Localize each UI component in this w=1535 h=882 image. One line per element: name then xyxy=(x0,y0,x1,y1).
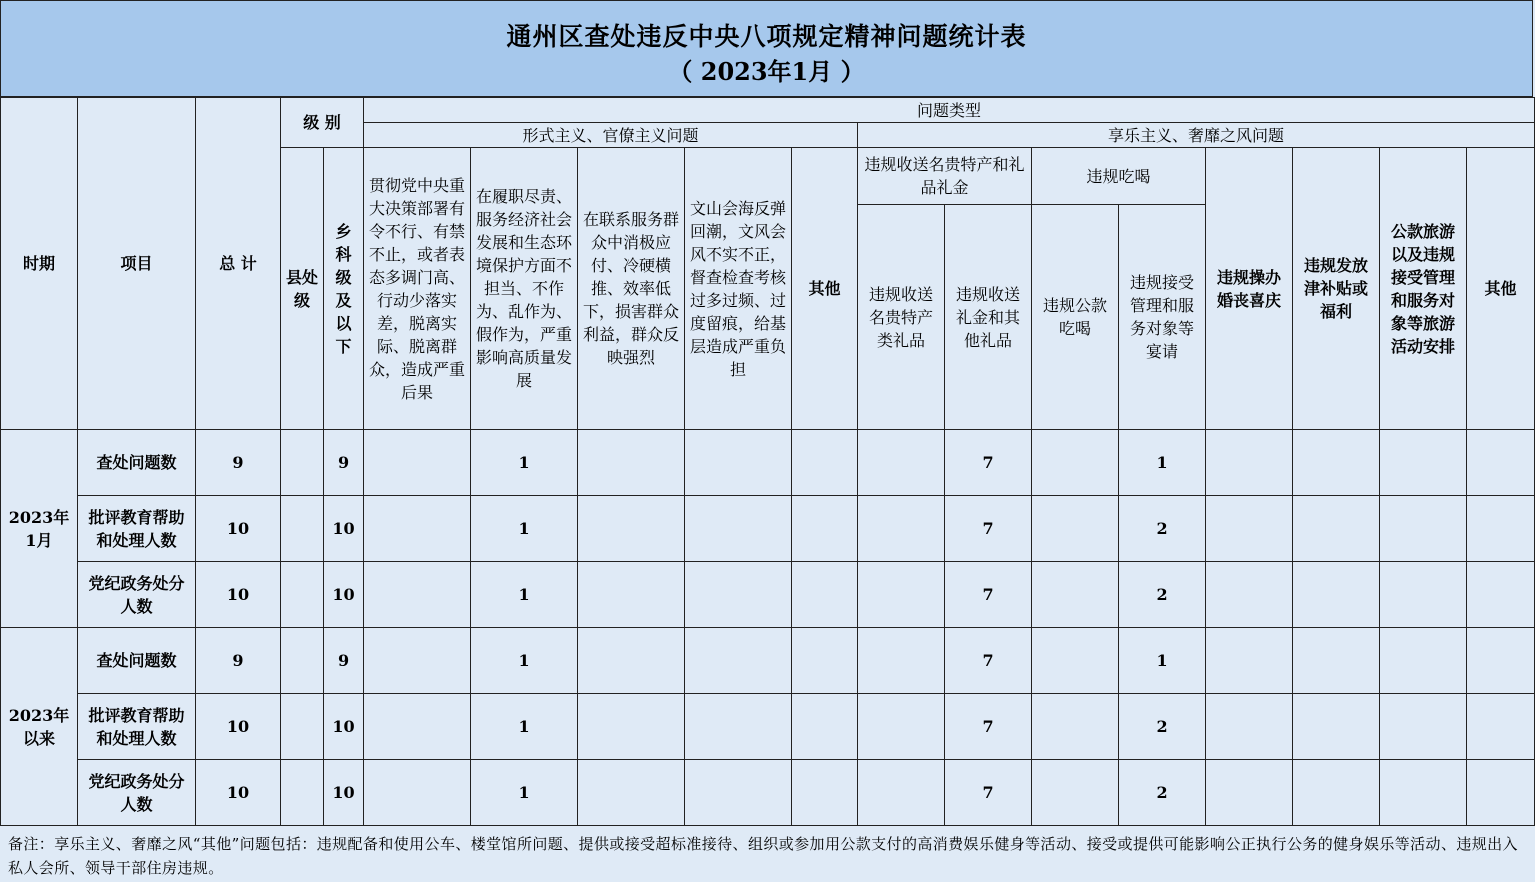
cell-h2: 7 xyxy=(945,496,1032,562)
cell-h2: 7 xyxy=(945,628,1032,694)
cell-h3 xyxy=(1032,628,1119,694)
cell-h5 xyxy=(1206,628,1293,694)
cell-h1 xyxy=(858,562,945,628)
cell-county xyxy=(281,760,324,826)
cell-total: 9 xyxy=(196,430,281,496)
cell-h8 xyxy=(1467,430,1535,496)
cell-h8 xyxy=(1467,628,1535,694)
header-formalism-col-2: 在履职尽责、服务经济社会发展和生态环境保护方面不担当、不作为、乱作为、假作为，严重影响高质量发展 xyxy=(471,148,578,430)
cell-h3 xyxy=(1032,694,1119,760)
cell-f1 xyxy=(364,628,471,694)
cell-township: 10 xyxy=(324,760,364,826)
row-item-label: 查处问题数 xyxy=(78,628,196,694)
cell-h6 xyxy=(1293,430,1380,496)
period-label: 2023年以来 xyxy=(1,628,78,826)
cell-f4 xyxy=(685,628,792,694)
header-level: 级 别 xyxy=(281,98,364,148)
cell-h7 xyxy=(1380,430,1467,496)
cell-h7 xyxy=(1380,562,1467,628)
cell-f4 xyxy=(685,430,792,496)
cell-f2: 1 xyxy=(471,760,578,826)
title-banner xyxy=(0,0,1533,97)
cell-f2: 1 xyxy=(471,562,578,628)
header-hedonism-col-1: 违规收送名贵特产类礼品 xyxy=(858,205,945,430)
cell-h5 xyxy=(1206,760,1293,826)
cell-h4: 2 xyxy=(1119,496,1206,562)
cell-f3 xyxy=(578,430,685,496)
header-problem-type: 问题类型 xyxy=(364,98,1535,123)
cell-h8 xyxy=(1467,562,1535,628)
cell-h3 xyxy=(1032,562,1119,628)
header-formalism-col-3: 在联系服务群众中消极应付、冷硬横推、效率低下，损害群众利益，群众反映强烈 xyxy=(578,148,685,430)
page-title: 通州区查处违反中央八项规定精神问题统计表 xyxy=(506,22,1027,51)
cell-h6 xyxy=(1293,496,1380,562)
cell-h6 xyxy=(1293,694,1380,760)
cell-f3 xyxy=(578,562,685,628)
cell-f5 xyxy=(792,562,858,628)
cell-f2: 1 xyxy=(471,430,578,496)
header-hedonism-col-5: 违规操办婚丧喜庆 xyxy=(1206,148,1293,430)
cell-h6 xyxy=(1293,628,1380,694)
header-item: 项目 xyxy=(78,98,196,430)
header-formalism-col-1: 贯彻党中央重大决策部署有令不行、有禁不止，或者表态多调门高、行动少落实差，脱离实际、脱离群众，造成严重后果 xyxy=(364,148,471,430)
cell-f1 xyxy=(364,760,471,826)
cell-f3 xyxy=(578,694,685,760)
cell-h6 xyxy=(1293,760,1380,826)
cell-f5 xyxy=(792,496,858,562)
cell-h4: 1 xyxy=(1119,628,1206,694)
cell-h8 xyxy=(1467,694,1535,760)
row-item-label: 党纪政务处分人数 xyxy=(78,760,196,826)
header-formalism-col-4: 文山会海反弹回潮，文风会风不实不正，督查检查考核过多过频、过度留痕，给基层造成严重负担 xyxy=(685,148,792,430)
header-township-level: 乡科级及以下 xyxy=(324,148,364,430)
cell-h1 xyxy=(858,760,945,826)
cell-f5 xyxy=(792,694,858,760)
page-subtitle: （ 2023年1月 ） xyxy=(668,57,865,86)
cell-f5 xyxy=(792,430,858,496)
cell-h4: 2 xyxy=(1119,562,1206,628)
cell-total: 10 xyxy=(196,562,281,628)
header-formalism-other: 其他 xyxy=(792,148,858,430)
header-formalism-group: 形式主义、官僚主义问题 xyxy=(364,123,858,148)
table-row xyxy=(1,628,1535,694)
cell-h4: 2 xyxy=(1119,760,1206,826)
header-hedonism-col-3: 违规公款吃喝 xyxy=(1032,205,1119,430)
row-item-label: 党纪政务处分人数 xyxy=(78,562,196,628)
cell-h4: 1 xyxy=(1119,430,1206,496)
cell-h3 xyxy=(1032,430,1119,496)
cell-township: 9 xyxy=(324,430,364,496)
cell-f4 xyxy=(685,694,792,760)
header-hedonism-group: 享乐主义、奢靡之风问题 xyxy=(858,123,1535,148)
header-total: 总 计 xyxy=(196,98,281,430)
cell-f5 xyxy=(792,760,858,826)
header-eat-group: 违规吃喝 xyxy=(1032,148,1206,205)
cell-h2: 7 xyxy=(945,562,1032,628)
cell-h6 xyxy=(1293,562,1380,628)
cell-f4 xyxy=(685,562,792,628)
table-row xyxy=(1,760,1535,826)
table-row xyxy=(1,496,1535,562)
cell-total: 10 xyxy=(196,760,281,826)
header-hedonism-col-7: 公款旅游以及违规接受管理和服务对象等旅游活动安排 xyxy=(1380,148,1467,430)
cell-f4 xyxy=(685,496,792,562)
cell-h7 xyxy=(1380,628,1467,694)
table-row xyxy=(1,694,1535,760)
cell-f4 xyxy=(685,760,792,826)
cell-county xyxy=(281,496,324,562)
cell-county xyxy=(281,628,324,694)
cell-h1 xyxy=(858,496,945,562)
header-hedonism-col-2: 违规收送礼金和其他礼品 xyxy=(945,205,1032,430)
cell-h8 xyxy=(1467,496,1535,562)
cell-township: 9 xyxy=(324,628,364,694)
cell-f3 xyxy=(578,628,685,694)
cell-f1 xyxy=(364,496,471,562)
cell-h7 xyxy=(1380,760,1467,826)
cell-f5 xyxy=(792,628,858,694)
cell-h5 xyxy=(1206,694,1293,760)
cell-h1 xyxy=(858,694,945,760)
cell-township: 10 xyxy=(324,694,364,760)
header-county-level: 县处级 xyxy=(281,148,324,430)
row-item-label: 批评教育帮助和处理人数 xyxy=(78,694,196,760)
header-hedonism-other: 其他 xyxy=(1467,148,1535,430)
cell-total: 9 xyxy=(196,628,281,694)
row-item-label: 批评教育帮助和处理人数 xyxy=(78,496,196,562)
cell-h4: 2 xyxy=(1119,694,1206,760)
cell-f2: 1 xyxy=(471,694,578,760)
cell-township: 10 xyxy=(324,562,364,628)
cell-f3 xyxy=(578,760,685,826)
cell-h5 xyxy=(1206,562,1293,628)
cell-township: 10 xyxy=(324,496,364,562)
cell-h8 xyxy=(1467,760,1535,826)
header-period: 时期 xyxy=(1,98,78,430)
cell-h1 xyxy=(858,628,945,694)
cell-h5 xyxy=(1206,430,1293,496)
cell-total: 10 xyxy=(196,694,281,760)
header-gift-group: 违规收送名贵特产和礼品礼金 xyxy=(858,148,1032,205)
cell-f3 xyxy=(578,496,685,562)
table-row xyxy=(1,430,1535,496)
cell-f1 xyxy=(364,694,471,760)
cell-h1 xyxy=(858,430,945,496)
header-hedonism-col-4: 违规接受管理和服务对象等宴请 xyxy=(1119,205,1206,430)
cell-h2: 7 xyxy=(945,694,1032,760)
footnote: 备注：享乐主义、奢靡之风“其他”问题包括：违规配备和使用公车、楼堂馆所问题、提供或接受超标准接待、组织或参加用公款支付的高消费娱乐健身等活动、接受或提供可能影响公正执行公务的健身娱乐等活动、违规出入私人会所、领导干部住房违规。 xyxy=(8,835,1518,877)
statistics-table xyxy=(0,97,1535,826)
cell-h2: 7 xyxy=(945,760,1032,826)
header-hedonism-col-6: 违规发放津补贴或福利 xyxy=(1293,148,1380,430)
cell-h3 xyxy=(1032,760,1119,826)
cell-county xyxy=(281,694,324,760)
cell-h7 xyxy=(1380,496,1467,562)
cell-f1 xyxy=(364,562,471,628)
cell-county xyxy=(281,430,324,496)
cell-h3 xyxy=(1032,496,1119,562)
cell-f2: 1 xyxy=(471,496,578,562)
cell-h5 xyxy=(1206,496,1293,562)
table-row xyxy=(1,562,1535,628)
cell-county xyxy=(281,562,324,628)
cell-h2: 7 xyxy=(945,430,1032,496)
cell-h7 xyxy=(1380,694,1467,760)
cell-f1 xyxy=(364,430,471,496)
cell-f2: 1 xyxy=(471,628,578,694)
cell-total: 10 xyxy=(196,496,281,562)
period-label: 2023年1月 xyxy=(1,430,78,628)
row-item-label: 查处问题数 xyxy=(78,430,196,496)
